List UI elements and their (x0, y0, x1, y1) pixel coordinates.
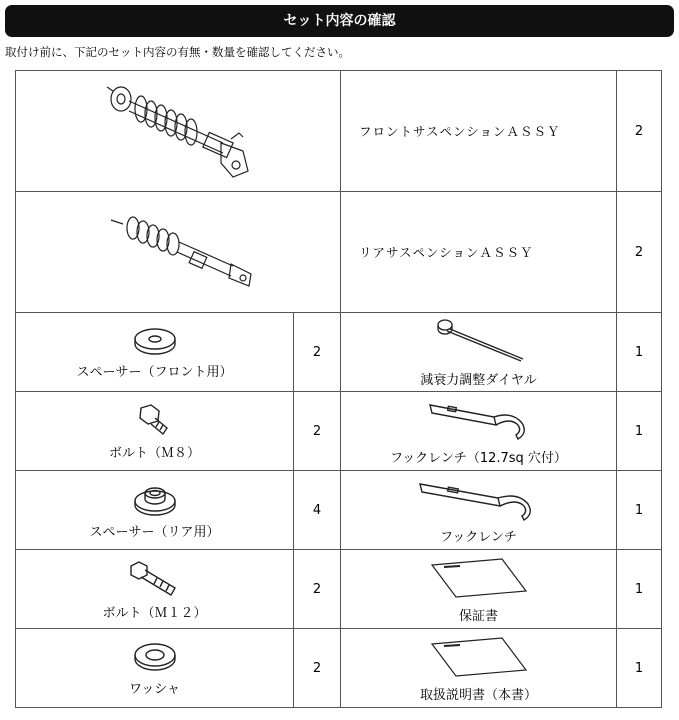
item-cell (16, 471, 294, 550)
item-cell (341, 313, 617, 392)
item-qty: 2 (294, 550, 341, 629)
item-cell (16, 629, 294, 708)
item-name: スペーサー（フロント用） (76, 364, 233, 380)
table-row (16, 471, 662, 550)
item-cell (341, 629, 617, 708)
item-image-cell (16, 71, 341, 192)
item-qty: 1 (617, 471, 662, 550)
item-qty: 2 (617, 192, 662, 313)
bolt-icon (127, 558, 183, 598)
damping-dial-icon (429, 317, 529, 365)
item-image-cell (16, 192, 341, 313)
item-cell (341, 550, 617, 629)
item-qty: 1 (617, 629, 662, 708)
item-qty: 2 (617, 71, 662, 192)
contents-table (15, 70, 662, 708)
item-qty: 4 (294, 471, 341, 550)
table-row (16, 313, 662, 392)
document-icon (424, 555, 534, 601)
item-qty: 2 (294, 313, 341, 392)
item-name: フックレンチ（12.7sq 穴付） (390, 450, 567, 466)
item-name: ボルト（Ｍ８） (108, 445, 200, 461)
washer-icon (130, 640, 180, 674)
spacer-icon (130, 325, 180, 357)
rear-suspension-icon (93, 202, 263, 302)
item-qty: 2 (294, 629, 341, 708)
item-name: スペーサー（リア用） (89, 524, 220, 540)
spacer-icon (130, 481, 180, 517)
item-cell (16, 392, 294, 471)
table-row (16, 192, 662, 313)
table-row (16, 629, 662, 708)
item-qty: 1 (617, 550, 662, 629)
item-name: 保証書 (458, 608, 498, 624)
hook-wrench-icon (414, 476, 544, 522)
item-cell (341, 471, 617, 550)
table-row (16, 392, 662, 471)
intro-text: 取付け前に、下記のセット内容の有無・数量を確認してください。 (5, 45, 350, 59)
hook-wrench-icon (424, 397, 534, 443)
item-qty: 2 (294, 392, 341, 471)
item-cell (16, 550, 294, 629)
item-name: ワッシャ (128, 681, 181, 697)
item-cell (341, 392, 617, 471)
item-name: リアサスペンションＡＳＳＹ (341, 192, 617, 313)
item-name: ボルト（Ｍ１２） (102, 605, 207, 621)
bolt-icon (135, 402, 175, 438)
item-name: 減衰力調整ダイヤル (420, 372, 537, 388)
table-row (16, 550, 662, 629)
document-icon (424, 634, 534, 680)
item-qty: 1 (617, 392, 662, 471)
table-row (16, 71, 662, 192)
section-header: セット内容の確認 (5, 5, 674, 37)
item-name: フックレンチ (440, 529, 517, 545)
item-name: フロントサスペンションＡＳＳＹ (341, 71, 617, 192)
front-suspension-icon (93, 81, 263, 181)
item-name: 取扱説明書（本書） (419, 687, 537, 703)
item-cell (16, 313, 294, 392)
item-qty: 1 (617, 313, 662, 392)
